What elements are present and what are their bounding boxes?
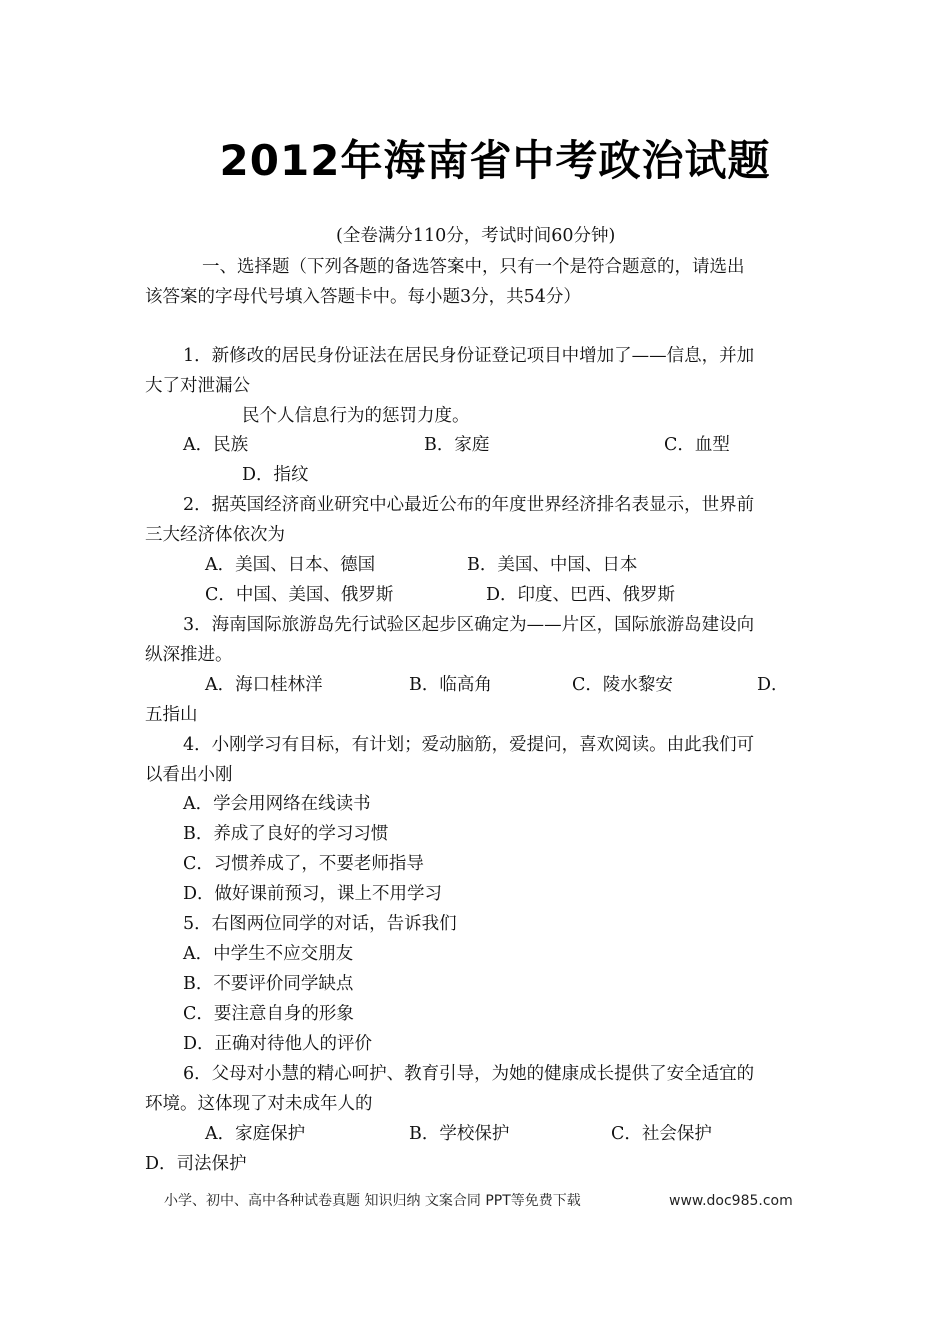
q4-option-b: B．养成了良好的学习习惯 <box>183 824 389 844</box>
q6-stem-line2: 环境。这体现了对未成年人的 <box>145 1094 373 1114</box>
q1-stem-line3: 民个人信息行为的惩罚力度。 <box>242 406 470 426</box>
footer-text: 小学、初中、高中各种试卷真题 知识归纳 文案合同 PPT等免费下载 <box>164 1193 581 1209</box>
q5-option-c: C．要注意自身的形象 <box>183 1004 354 1024</box>
q5-option-d: D．正确对待他人的评价 <box>183 1034 373 1054</box>
footer-url-link[interactable]: www.doc985.com <box>669 1193 793 1209</box>
q1-stem-line1: 1．新修改的居民身份证法在居民身份证登记项目中增加了——信息，并加 <box>183 346 755 366</box>
q2-stem-line2: 三大经济体依次为 <box>145 525 285 545</box>
q2-option-a: A．美国、日本、德国 <box>205 555 376 575</box>
q5-stem-line1: 5．右图两位同学的对话，告诉我们 <box>183 914 457 934</box>
q6-option-a: A．家庭保护 <box>205 1124 306 1144</box>
q3-option-b: B．临高角 <box>409 675 492 695</box>
q4-stem-line1: 4．小刚学习有目标，有计划；爱动脑筋，爱提问，喜欢阅读。由此我们可 <box>183 735 755 755</box>
q2-option-b: B．美国、中国、日本 <box>467 555 638 575</box>
section-heading-line2: 该答案的字母代号填入答题卡中。每小题3分，共54分） <box>145 287 581 307</box>
q2-stem-line1: 2．据英国经济商业研究中心最近公布的年度世界经济排名表显示，世界前 <box>183 495 755 515</box>
q6-option-c: C．社会保护 <box>611 1124 712 1144</box>
q3-option-a: A．海口桂林洋 <box>205 675 323 695</box>
q1-option-a: A．民族 <box>183 435 249 455</box>
q2-option-c: C．中国、美国、俄罗斯 <box>205 585 394 605</box>
q3-stem-line1: 3．海南国际旅游岛先行试验区起步区确定为——片区，国际旅游岛建设向 <box>183 615 755 635</box>
q4-stem-line2: 以看出小刚 <box>145 765 233 785</box>
page-footer <box>164 1192 793 1210</box>
q1-option-d: D．指纹 <box>242 465 309 485</box>
exam-subtitle: (全卷满分110分，考试时间60分钟) <box>336 226 616 246</box>
q1-option-c: C．血型 <box>664 435 730 455</box>
q4-option-d: D．做好课前预习，课上不用学习 <box>183 884 443 904</box>
q6-option-b: B．学校保护 <box>409 1124 510 1144</box>
q4-option-a: A．学会用网络在线读书 <box>183 794 371 814</box>
q3-option-c: C．陵水黎安 <box>572 675 673 695</box>
q4-option-c: C．习惯养成了，不要老师指导 <box>183 854 424 874</box>
q6-stem-line1: 6．父母对小慧的精心呵护、教育引导，为她的健康成长提供了安全适宜的 <box>183 1064 755 1084</box>
q1-option-b: B．家庭 <box>424 435 490 455</box>
q5-option-b: B．不要评价同学缺点 <box>183 974 354 994</box>
q1-stem-line2: 大了对泄漏公 <box>145 376 250 396</box>
exam-title: 2012年海南省中考政治试题 <box>219 136 771 185</box>
q3-stem-line2: 纵深推进。 <box>145 645 233 665</box>
q5-option-a: A．中学生不应交朋友 <box>183 944 354 964</box>
q6-option-d: D．司法保护 <box>145 1154 247 1174</box>
q3-option-d-text: 五指山 <box>145 705 198 725</box>
section-heading-line1: 一、选择题（下列各题的备选答案中，只有一个是符合题意的，请选出 <box>202 257 745 277</box>
q2-option-d: D．印度、巴西、俄罗斯 <box>486 585 676 605</box>
q3-option-d-label: D． <box>757 675 789 695</box>
